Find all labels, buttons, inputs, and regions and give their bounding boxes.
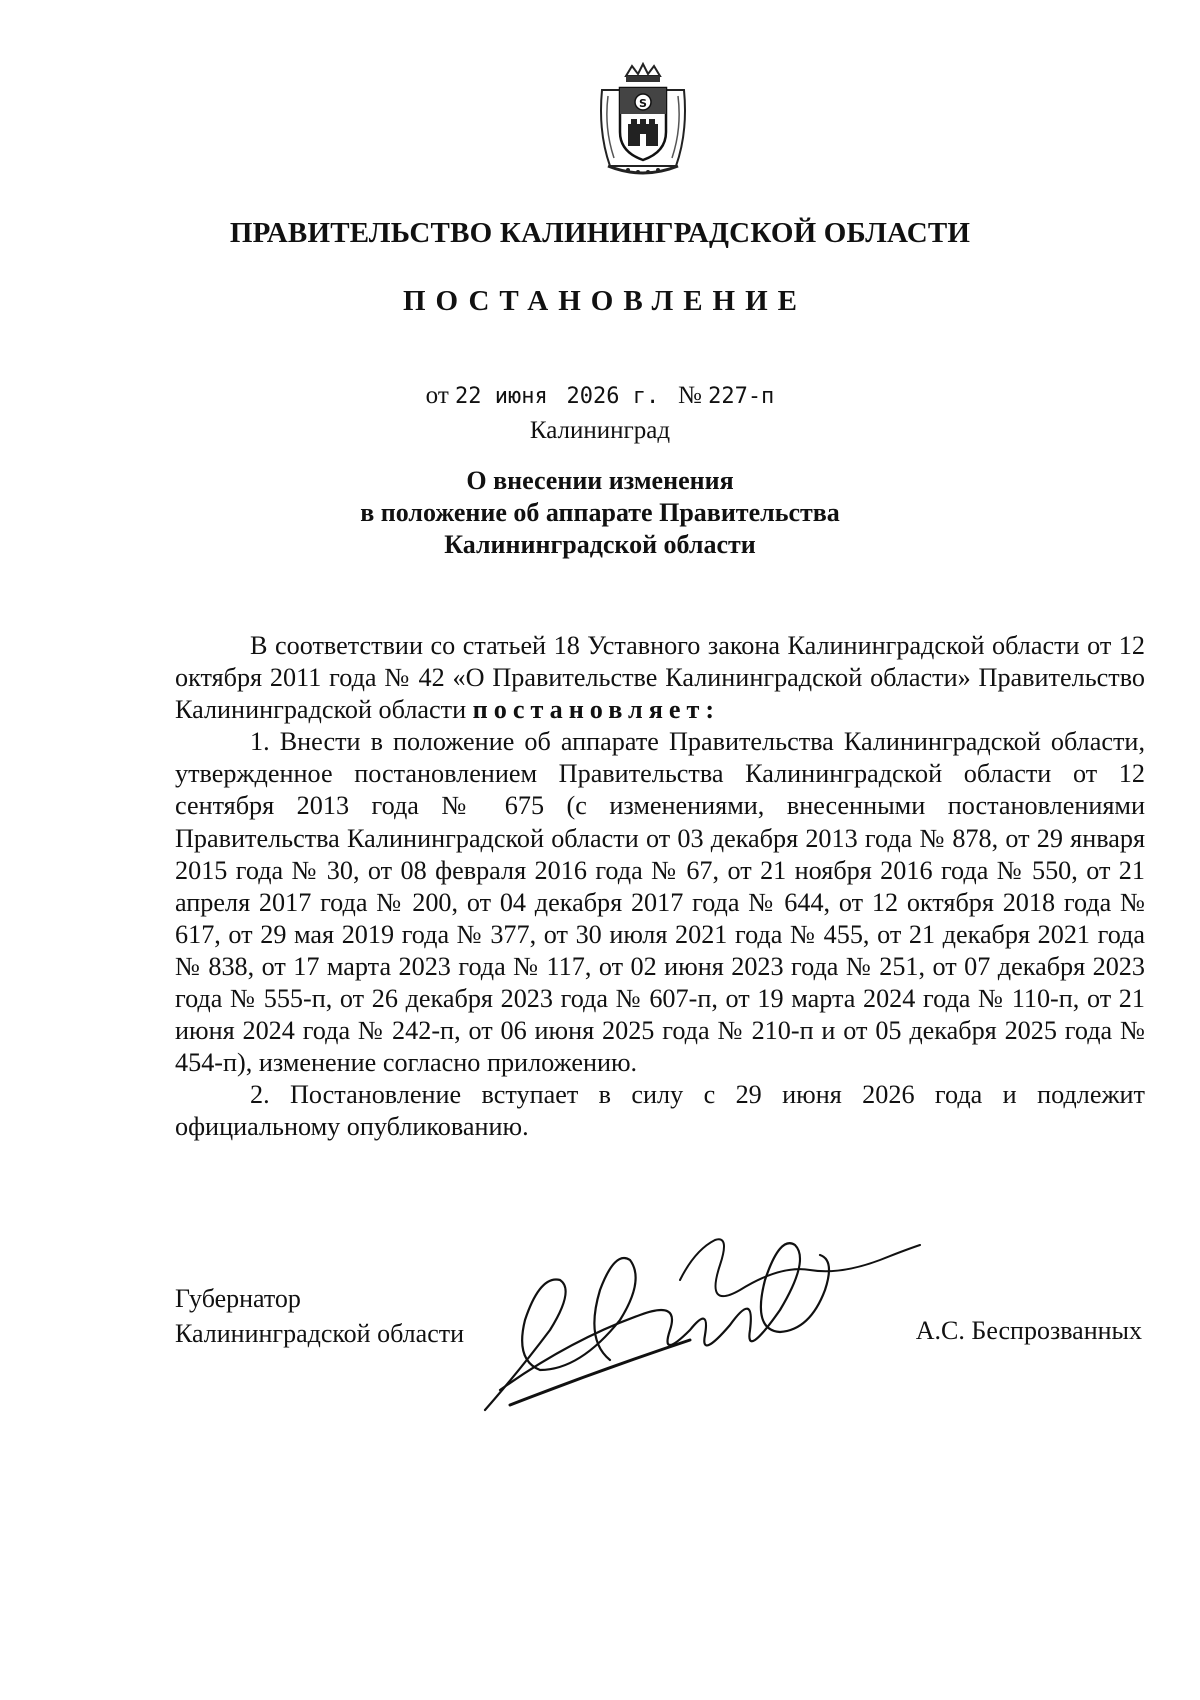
- organization-title: ПРАВИТЕЛЬСТВО КАЛИНИНГРАДСКОЙ ОБЛАСТИ: [229, 217, 971, 249]
- date-prefix: от: [425, 382, 449, 409]
- svg-text:S: S: [639, 97, 647, 110]
- registration-line: [0, 382, 1200, 410]
- preamble-paragraph: [175, 630, 1145, 726]
- date-day-month: 22 июня: [455, 384, 548, 409]
- subject-line-3: Калининградской области: [444, 530, 756, 559]
- subject-line-1: О внесении изменения: [466, 466, 734, 495]
- document-type-title: ПОСТАНОВЛЕНИЕ: [402, 285, 807, 317]
- signatory-position-line-1: Губернатор: [175, 1284, 301, 1313]
- kaliningrad-coat-of-arms-icon: [588, 62, 698, 180]
- document-city: Калининград: [529, 417, 671, 444]
- signatory-position: [175, 1281, 464, 1351]
- date-year: 2026 г.: [566, 384, 660, 409]
- handwritten-signature-icon: [480, 1220, 930, 1420]
- signatory-position-line-2: Калининградской области: [175, 1319, 465, 1348]
- number-sign: №: [677, 382, 702, 409]
- item-1-paragraph: 1. Внести в положение об аппарате Правительства Калининградской области, утвержденное постановлением Правительства Калининградской области от 12 сентября 2013 года № 675 (с изменениями, внесенными постановлениями Правительства Калининградской области от 03 декабря 2013 года № 878, от 29 января 2015 года № 30, от 08 февраля 2016 года № 67, от 21 ноября 2016 года № 550, от 21 апреля 2017 года № 200, от 04 декабря 2017 года № 644, от 12 октября 2018 года № 617, от 29 мая 2019 года № 377, от 30 июля 2021 года № 455, от 21 декабря 2021 года № 838, от 17 марта 2023 года № 117, от 02 июня 2023 года № 251, от 07 декабря 2023 года № 555-п, от 26 декабря 2023 года № 607-п, от 19 марта 2024 года № 110-п, от 21 июня 2024 года № 242-п, от 06 июня 2025 года № 210-п и от 05 декабря 2025 года № 454-п), изменение согласно приложению.: [175, 727, 1145, 1078]
- decree-word: постановляет:: [472, 695, 721, 725]
- preamble-text: В соответствии со статьей 18 Уставного закона Калининградской области от 12 октября 2011 года № 42 «О Правительстве Калининградской области» Правительство Калининградской области: [175, 631, 1145, 725]
- document-number: 227-п: [708, 384, 775, 409]
- signatory-name: А.С. Беспрозванных: [915, 1316, 1142, 1345]
- subject-line-2: в положение об аппарате Правительства: [360, 498, 840, 527]
- document-subject: [0, 465, 1200, 561]
- item-2-paragraph: 2. Постановление вступает в силу с 29 июня 2026 года и подлежит официальному опубликованию.: [175, 1080, 1145, 1142]
- document-body: [175, 630, 1145, 1144]
